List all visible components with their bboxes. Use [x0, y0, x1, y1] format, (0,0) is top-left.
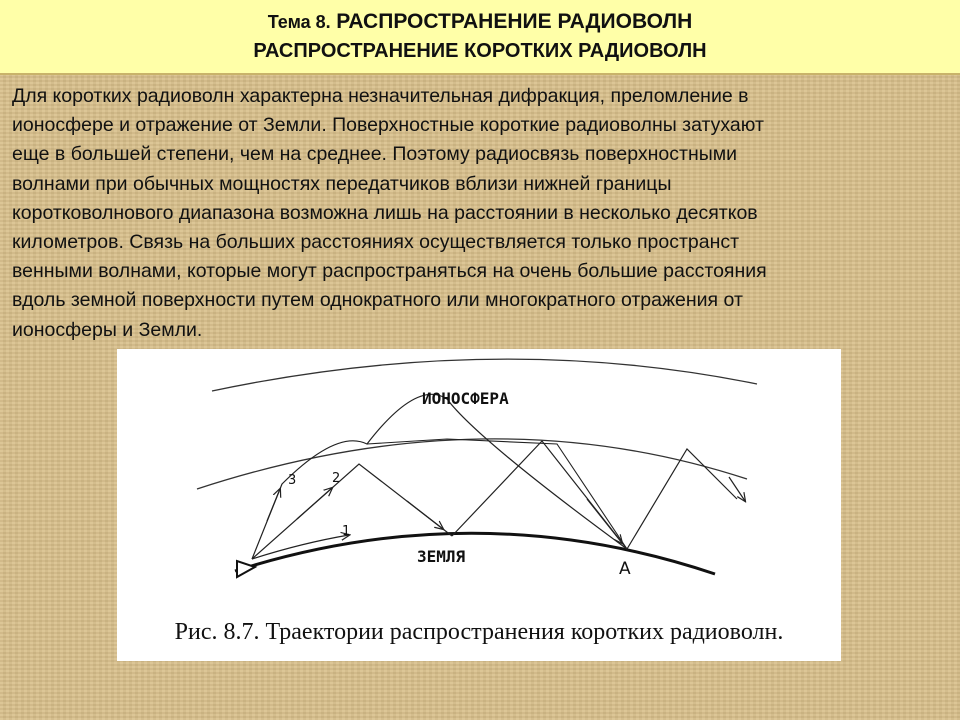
body-line: вдоль земной поверхности путем однократного или многократного отражения от [12, 289, 743, 312]
slide-subtitle: РАСПРОСТРАНЕНИЕ КОРОТКИХ РАДИОВОЛН [253, 40, 707, 62]
ray-2-arrow-up [297, 488, 332, 519]
earth-label: ЗЕМЛЯ [417, 547, 466, 566]
ray-2-arrow-down [407, 501, 443, 529]
ionosphere-upper-arc [212, 359, 757, 391]
body-line: километров. Связь на больших расстояниях осуществляется только пространст [12, 231, 740, 254]
body-line: Для коротких радиоволн характерна незначительная дифракция, преломление в [12, 85, 749, 107]
ionosphere-lower-arc [197, 439, 747, 489]
body-line: коротковолнового диапазона возможна лишь на расстоянии в несколько десятков [12, 201, 758, 224]
body-line: ионосферы и Земли. [12, 318, 203, 341]
ray-3-label: 3 [288, 473, 297, 488]
body-paragraph [12, 82, 948, 345]
topic-number: Тема 8. [267, 12, 331, 32]
transmitter-icon [237, 561, 255, 577]
ray-2-label: 2 [332, 471, 341, 486]
slide-title-bar [0, 0, 960, 75]
point-a-label: А [619, 559, 631, 579]
ionosphere-label: ИОНОСФЕРА [422, 389, 509, 408]
ray-1-label: 1 [342, 524, 351, 539]
earth-surface-arc [235, 533, 715, 574]
body-line: венными волнами, которые могут распространяться на очень большие расстояния [12, 260, 767, 283]
figure-caption: Рис. 8.7. Траектории распространения коротких радиоволн. [174, 619, 784, 645]
body-line: волнами при обычных мощностях передатчиков вблизи нижней границы [12, 172, 672, 195]
trajectory-diagram [117, 349, 841, 661]
topic-title: РАСПРОСТРАНЕНИЕ РАДИОВОЛН [336, 10, 693, 33]
ray-2 [252, 464, 452, 559]
slide-title [0, 10, 960, 34]
ray-arrow-to-a [587, 499, 622, 543]
figure-radio-wave-trajectories [117, 349, 841, 661]
body-line: ионосфере и отражение от Земли. Поверхностные короткие радиоволны затухают [12, 114, 764, 137]
ray-3-arrow-up [267, 489, 280, 521]
body-line: еще в большей степени, чем на среднее. Поэтому радиосвязь поверхностными [12, 143, 738, 166]
ray-arrow-out [729, 477, 745, 501]
